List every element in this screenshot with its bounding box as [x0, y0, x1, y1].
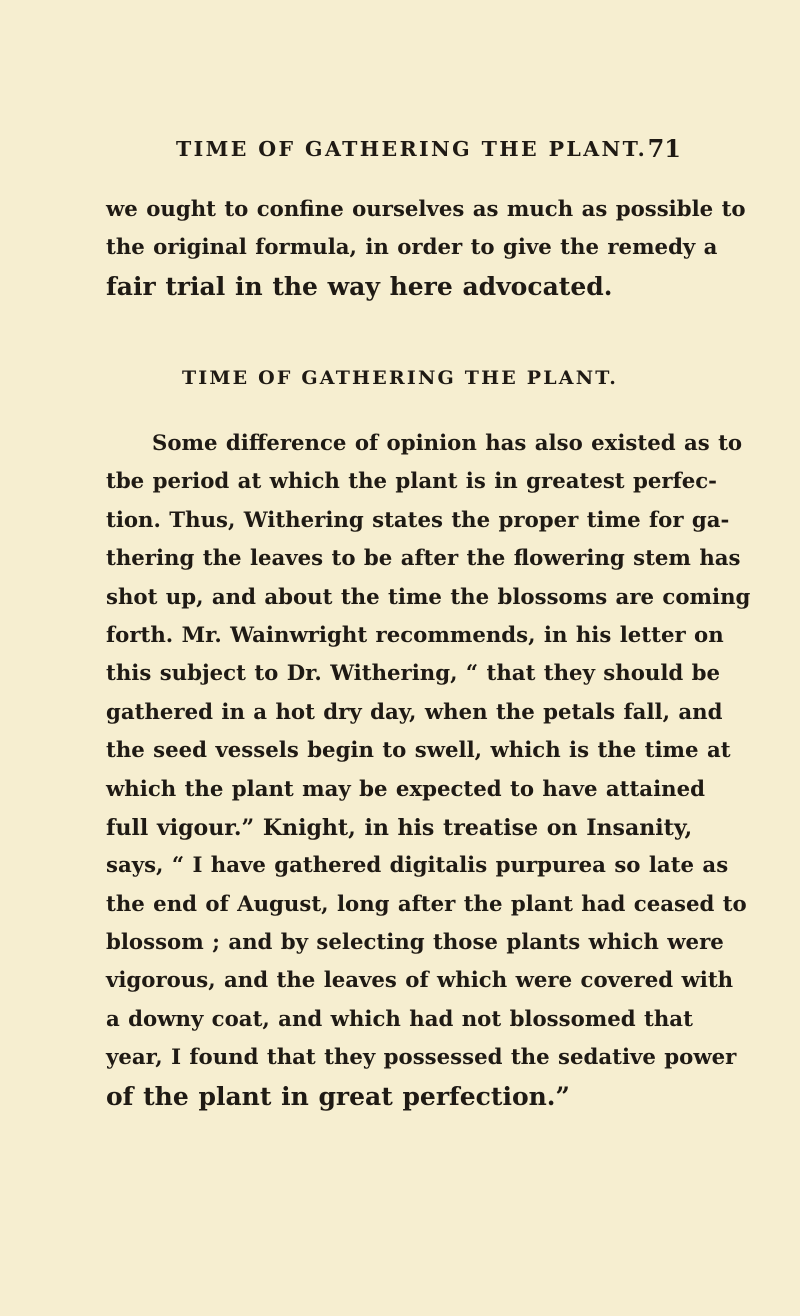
text-line: fair trial in the way here advocated. [106, 271, 613, 301]
text-line: shot up, and about the time the blossoms are coming [106, 584, 751, 610]
paragraph-continuation [106, 191, 746, 306]
text-line: vigorous, and the leaves of which were covered with [106, 968, 734, 994]
running-head [176, 134, 681, 169]
text-line: tion. Thus, Withering states the proper time for ga- [106, 507, 730, 533]
text-line: which the plant may be expected to have attained [106, 776, 705, 802]
text-line: this subject to Dr. Withering, “ that they should be [106, 661, 721, 687]
running-head-title: TIME OF GATHERING THE PLANT. [176, 137, 648, 161]
text-line: the seed vessels begin to swell, which is the time at [106, 738, 731, 764]
page-number: 71 [647, 134, 681, 163]
text-line: says, “ I have gathered digitalis purpurea so late as [106, 853, 729, 879]
text-line: a downy coat, and which had not blossomed that [106, 1006, 693, 1032]
text-line: tbe period at which the plant is in greatest perfec- [106, 469, 718, 495]
section-heading: TIME OF GATHERING THE PLANT. [181, 367, 619, 389]
text-line: gathered in a hot dry day, when the petals fall, and [106, 699, 723, 725]
text-line: blossom ; and by selecting those plants which were [106, 930, 724, 956]
text-line: the end of August, long after the plant had ceased to [106, 891, 747, 917]
paragraph-body [106, 425, 751, 1116]
text-line: full vigour.” Knight, in his treatise on Insanity, [106, 814, 693, 841]
text-line: thering the leaves to be after the flowering stem has [106, 546, 741, 572]
text-line: year, I found that they possessed the sedative power [106, 1045, 737, 1071]
text-line: forth. Mr. Wainwright recommends, in his letter on [106, 622, 724, 648]
text-line: we ought to confine ourselves as much as possible to [106, 197, 746, 222]
text-line: of the plant in great perfection.” [106, 1081, 570, 1111]
text-line: the original formula, in order to give the remedy a [106, 235, 718, 261]
text-line: Some difference of opinion has also existed as to [152, 431, 743, 456]
